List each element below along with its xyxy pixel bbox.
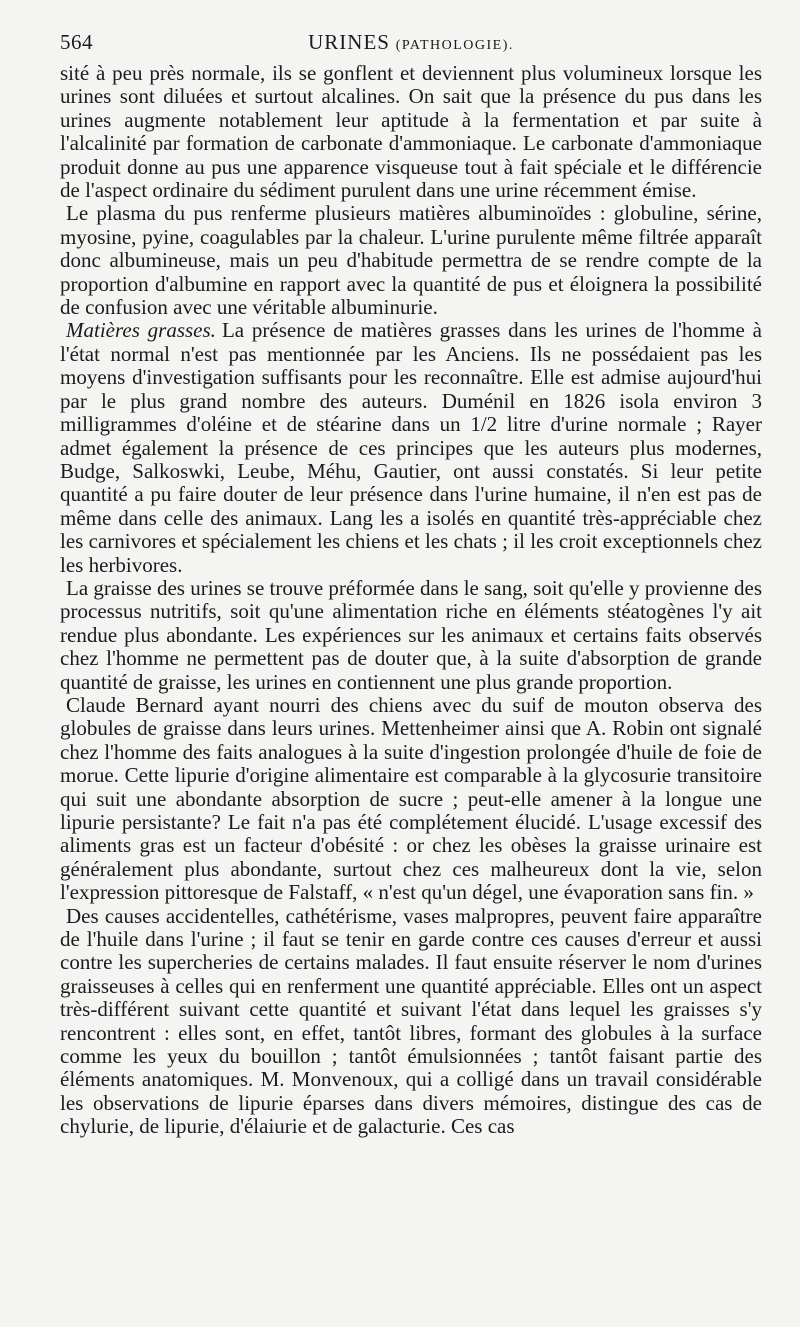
paragraph-3	[60, 319, 762, 576]
paragraph-3-text: La présence de matières grasses dans les urines de l'homme à l'état normal n'est pas mentionnée par les Anciens. Ils ne possédaient pas les moyens d'investigation suffisants pour les reconnaître. Elle est admise aujourd'hui par le plus grand nombre des auteurs. Duménil en 1826 isola environ 3 milligrammes d'oléine et de stéarine dans un 1/2 litre d'urine normale ; Rayer admet également la présence de ces principes que les auteurs plus modernes, Budge, Salkoswki, Leube, Méhu, Gautier, ont aussi constatés. Si leur petite quantité a pu faire douter de leur présence dans l'urine humaine, il n'en est pas de même dans celle des animaux. Lang les a isolés en quantité très-appréciable chez les carnivores et spécialement les chiens et les chats ; il les croit exceptionnels chez les herbivores.	[60, 318, 762, 577]
paragraph-2-text: Le plasma du pus renferme plusieurs matières albuminoïdes : globuline, sérine, myosine, pyine, coagulables par la chaleur. L'urine purulente même filtrée apparaît donc albumineuse, mais un peu d'habitude permettra de se rendre compte de la proportion d'albumine en rapport avec la quantité de pus et éloignera la possibilité de confusion avec une véritable albuminurie.	[60, 201, 762, 320]
section-heading-matieres-grasses: Matières grasses.	[66, 318, 216, 343]
body-text	[60, 62, 762, 1139]
page-number: 564	[60, 30, 93, 54]
paragraph-4-text: La graisse des urines se trouve préformée dans le sang, soit qu'elle y provienne des processus nutritifs, soit qu'une alimentation riche en éléments stéatogènes l'y ait rendue plus abondante. Les expériences sur les animaux et certains faits observés chez l'homme ne permettent pas de douter que, à la suite d'absorption de grande quantité de graisse, les urines en contiennent une plus grande proportion.	[60, 575, 762, 694]
paragraph-2	[60, 202, 762, 319]
paragraph-1	[60, 62, 762, 202]
paragraph-4	[60, 577, 762, 694]
paragraph-6	[60, 905, 762, 1139]
running-head	[60, 30, 762, 55]
paragraph-5	[60, 694, 762, 905]
paragraph-1-text: sité à peu près normale, ils se gonflent et deviennent plus volumineux lorsque les urines sont diluées et surtout alcalines. On sait que la présence du pus dans les urines augmente notablement leur aptitude à la fermentation et par suite à l'alcalinité par formation de carbonate d'ammoniaque. Le carbonate d'ammoniaque produit donne au pus une apparence visqueuse tout à fait spéciale et le différencie de l'aspect ordinaire du sédiment purulent dans une urine récemment émise.	[60, 61, 762, 203]
running-section: (PATHOLOGIE).	[395, 38, 514, 53]
page-header	[60, 22, 762, 62]
paragraph-5-text: Claude Bernard ayant nourri des chiens avec du suif de mouton observa des globules de graisse dans leurs urines. Mettenheimer ainsi que A. Robin ont signalé chez l'homme des faits analogues à la suite d'ingestion prolongée d'huile de foie de morue. Cette lipurie d'origine alimentaire est comparable à la glycosurie transitoire qui suit une abondante absorption de sucre ; peut-elle amener à la longue une lipurie persistante? Le fait n'a pas été complétement élucidé. L'usage excessif des aliments gras est un facteur d'obésité : or chez les obèses la graisse urinaire est généralement plus abondante, surtout chez ces malheureux dont la vie, selon l'expression pittoresque de Falstaff, « n'est qu'un dégel, une évaporation sans fin. »	[60, 692, 762, 905]
paragraph-6-text: Des causes accidentelles, cathétérisme, vases malpropres, peuvent faire apparaître de l'huile dans l'urine ; il faut se tenir en garde contre ces causes d'erreur et aussi contre les supercheries de certains malades. Il faut ensuite réserver le nom d'urines graisseuses à celles qui en renferment une quantité appréciable. Elles ont un aspect très-différent suivant cette quantité et suivant l'état dans lequel les graisses s'y rencontrent : elles sont, en effet, tantôt libres, formant des globules à la surface comme les yeux du bouillon ; tantôt émulsionnées ; tantôt faisant partie des éléments anatomiques. M. Monvenoux, qui a colligé dans un travail considérable les observations de lipurie éparses dans divers mémoires, distingue des cas de chylurie, de lipurie, d'élaiurie et de galacturie. Ces cas	[60, 903, 762, 1139]
running-title: URINES	[308, 30, 390, 54]
